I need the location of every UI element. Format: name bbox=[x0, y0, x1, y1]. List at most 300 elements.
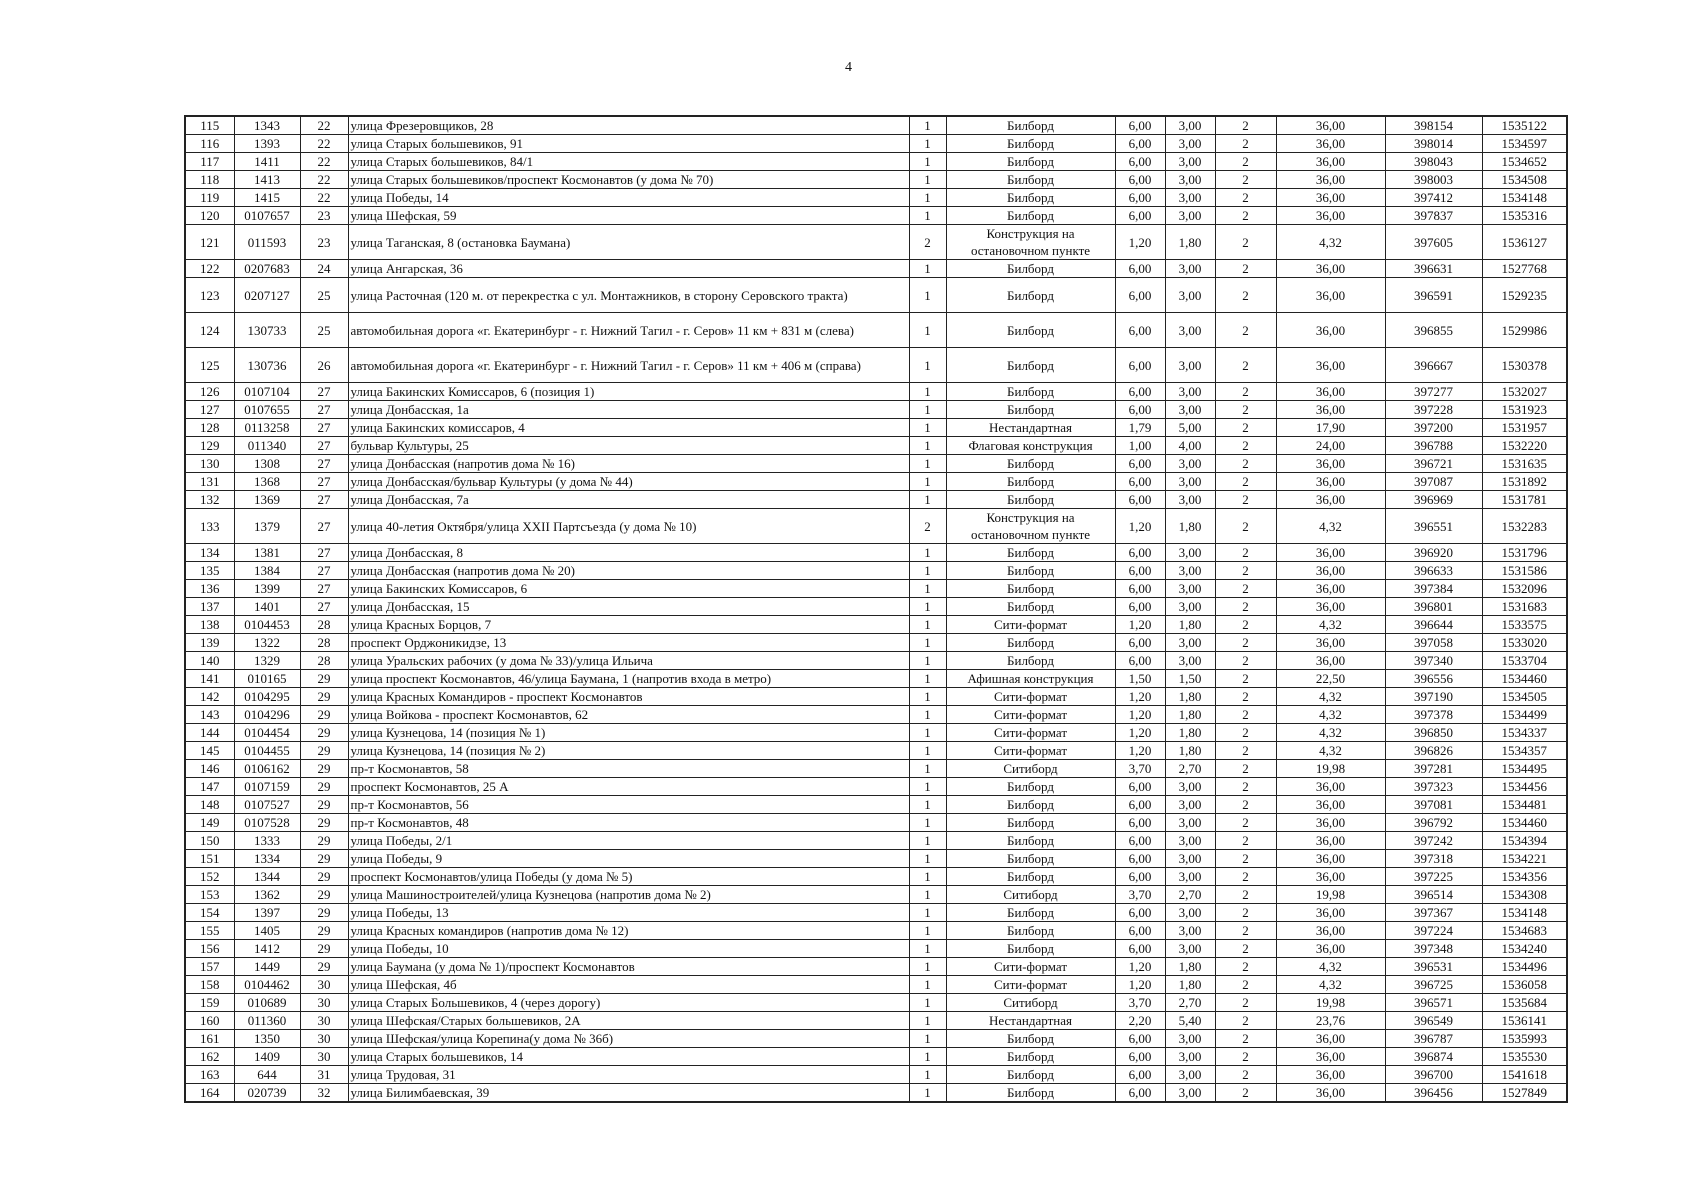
zone-number-cell: 27 bbox=[300, 509, 348, 544]
sides-count-cell: 1 bbox=[909, 544, 946, 562]
height-cell: 3,00 bbox=[1165, 868, 1215, 886]
coord-x-cell: 397318 bbox=[1385, 850, 1482, 868]
sides-count-cell: 1 bbox=[909, 473, 946, 491]
faces-count-cell: 2 bbox=[1215, 796, 1276, 814]
width-cell: 1,20 bbox=[1115, 616, 1165, 634]
coord-x-cell: 397281 bbox=[1385, 760, 1482, 778]
address-cell: улица Старых большевиков, 84/1 bbox=[348, 153, 909, 171]
width-cell: 6,00 bbox=[1115, 1030, 1165, 1048]
height-cell: 4,00 bbox=[1165, 437, 1215, 455]
sides-count-cell: 2 bbox=[909, 225, 946, 260]
width-cell: 6,00 bbox=[1115, 189, 1165, 207]
address-cell: улица Бакинских Комиссаров, 6 (позиция 1) bbox=[348, 383, 909, 401]
address-cell: улица Донбасская, 8 bbox=[348, 544, 909, 562]
width-cell: 6,00 bbox=[1115, 832, 1165, 850]
height-cell: 3,00 bbox=[1165, 652, 1215, 670]
row-number-cell: 121 bbox=[185, 225, 234, 260]
coord-y-cell: 1531635 bbox=[1482, 455, 1567, 473]
structure-type-cell: Ситиборд bbox=[946, 886, 1115, 904]
coord-x-cell: 396792 bbox=[1385, 814, 1482, 832]
row-number-cell: 128 bbox=[185, 419, 234, 437]
coord-x-cell: 396826 bbox=[1385, 742, 1482, 760]
sides-count-cell: 1 bbox=[909, 724, 946, 742]
area-cell: 36,00 bbox=[1276, 940, 1385, 958]
area-cell: 36,00 bbox=[1276, 778, 1385, 796]
width-cell: 6,00 bbox=[1115, 401, 1165, 419]
faces-count-cell: 2 bbox=[1215, 1030, 1276, 1048]
zone-number-cell: 29 bbox=[300, 706, 348, 724]
height-cell: 3,00 bbox=[1165, 598, 1215, 616]
table-row bbox=[185, 189, 1567, 207]
sides-count-cell: 1 bbox=[909, 1048, 946, 1066]
faces-count-cell: 2 bbox=[1215, 313, 1276, 348]
area-cell: 4,32 bbox=[1276, 225, 1385, 260]
area-cell: 36,00 bbox=[1276, 904, 1385, 922]
sides-count-cell: 1 bbox=[909, 850, 946, 868]
table-row bbox=[185, 135, 1567, 153]
structure-type-cell: Билборд bbox=[946, 868, 1115, 886]
coord-x-cell: 396850 bbox=[1385, 724, 1482, 742]
structure-type-cell: Билборд bbox=[946, 189, 1115, 207]
height-cell: 1,80 bbox=[1165, 742, 1215, 760]
height-cell: 1,80 bbox=[1165, 616, 1215, 634]
coord-y-cell: 1531683 bbox=[1482, 598, 1567, 616]
height-cell: 3,00 bbox=[1165, 832, 1215, 850]
sides-count-cell: 1 bbox=[909, 904, 946, 922]
structure-type-cell: Билборд bbox=[946, 1084, 1115, 1103]
width-cell: 1,20 bbox=[1115, 509, 1165, 544]
zone-number-cell: 29 bbox=[300, 814, 348, 832]
structure-id-cell: 1409 bbox=[234, 1048, 300, 1066]
area-cell: 36,00 bbox=[1276, 401, 1385, 419]
height-cell: 3,00 bbox=[1165, 1030, 1215, 1048]
structure-id-cell: 0104296 bbox=[234, 706, 300, 724]
height-cell: 2,70 bbox=[1165, 760, 1215, 778]
coord-x-cell: 397224 bbox=[1385, 922, 1482, 940]
structure-type-cell: Билборд bbox=[946, 652, 1115, 670]
structure-type-cell: Билборд bbox=[946, 207, 1115, 225]
structure-type-cell: Билборд bbox=[946, 580, 1115, 598]
sides-count-cell: 1 bbox=[909, 383, 946, 401]
height-cell: 3,00 bbox=[1165, 153, 1215, 171]
area-cell: 4,32 bbox=[1276, 742, 1385, 760]
coord-y-cell: 1534499 bbox=[1482, 706, 1567, 724]
structure-type-cell: Билборд bbox=[946, 1048, 1115, 1066]
height-cell: 3,00 bbox=[1165, 634, 1215, 652]
structure-id-cell: 0113258 bbox=[234, 419, 300, 437]
structure-id-cell: 0207683 bbox=[234, 260, 300, 278]
coord-y-cell: 1531781 bbox=[1482, 491, 1567, 509]
row-number-cell: 153 bbox=[185, 886, 234, 904]
structure-type-cell: Билборд bbox=[946, 491, 1115, 509]
width-cell: 1,20 bbox=[1115, 688, 1165, 706]
width-cell: 6,00 bbox=[1115, 940, 1165, 958]
area-cell: 36,00 bbox=[1276, 473, 1385, 491]
width-cell: 1,20 bbox=[1115, 742, 1165, 760]
area-cell: 36,00 bbox=[1276, 652, 1385, 670]
row-number-cell: 122 bbox=[185, 260, 234, 278]
faces-count-cell: 2 bbox=[1215, 850, 1276, 868]
zone-number-cell: 23 bbox=[300, 207, 348, 225]
zone-number-cell: 29 bbox=[300, 868, 348, 886]
row-number-cell: 143 bbox=[185, 706, 234, 724]
structure-id-cell: 0107104 bbox=[234, 383, 300, 401]
table-row bbox=[185, 473, 1567, 491]
zone-number-cell: 28 bbox=[300, 634, 348, 652]
address-cell: улица Красных Борцов, 7 bbox=[348, 616, 909, 634]
width-cell: 3,70 bbox=[1115, 760, 1165, 778]
row-number-cell: 164 bbox=[185, 1084, 234, 1103]
sides-count-cell: 1 bbox=[909, 598, 946, 616]
height-cell: 3,00 bbox=[1165, 116, 1215, 135]
zone-number-cell: 29 bbox=[300, 832, 348, 850]
coord-y-cell: 1532283 bbox=[1482, 509, 1567, 544]
address-cell: улица Шефская, 4б bbox=[348, 976, 909, 994]
faces-count-cell: 2 bbox=[1215, 598, 1276, 616]
table-row bbox=[185, 850, 1567, 868]
row-number-cell: 130 bbox=[185, 455, 234, 473]
coord-x-cell: 397340 bbox=[1385, 652, 1482, 670]
structure-id-cell: 1343 bbox=[234, 116, 300, 135]
table-body bbox=[185, 116, 1567, 1102]
height-cell: 3,00 bbox=[1165, 850, 1215, 868]
coord-x-cell: 396514 bbox=[1385, 886, 1482, 904]
height-cell: 3,00 bbox=[1165, 1084, 1215, 1103]
structure-type-cell: Билборд bbox=[946, 778, 1115, 796]
area-cell: 19,98 bbox=[1276, 886, 1385, 904]
faces-count-cell: 2 bbox=[1215, 419, 1276, 437]
coord-x-cell: 396721 bbox=[1385, 455, 1482, 473]
table-row bbox=[185, 455, 1567, 473]
structure-id-cell: 0107655 bbox=[234, 401, 300, 419]
faces-count-cell: 2 bbox=[1215, 562, 1276, 580]
address-cell: улица Старых большевиков, 91 bbox=[348, 135, 909, 153]
faces-count-cell: 2 bbox=[1215, 670, 1276, 688]
height-cell: 3,00 bbox=[1165, 580, 1215, 598]
row-number-cell: 147 bbox=[185, 778, 234, 796]
coord-x-cell: 397837 bbox=[1385, 207, 1482, 225]
coord-x-cell: 398003 bbox=[1385, 171, 1482, 189]
area-cell: 36,00 bbox=[1276, 796, 1385, 814]
table-row bbox=[185, 688, 1567, 706]
faces-count-cell: 2 bbox=[1215, 153, 1276, 171]
address-cell: улица Победы, 2/1 bbox=[348, 832, 909, 850]
width-cell: 2,20 bbox=[1115, 1012, 1165, 1030]
width-cell: 6,00 bbox=[1115, 796, 1165, 814]
coord-y-cell: 1531586 bbox=[1482, 562, 1567, 580]
width-cell: 6,00 bbox=[1115, 348, 1165, 383]
structure-type-cell: Сити-формат bbox=[946, 724, 1115, 742]
zone-number-cell: 24 bbox=[300, 260, 348, 278]
structure-id-cell: 1397 bbox=[234, 904, 300, 922]
address-cell: улица Уральских рабочих (у дома № 33)/улица Ильича bbox=[348, 652, 909, 670]
faces-count-cell: 2 bbox=[1215, 437, 1276, 455]
sides-count-cell: 1 bbox=[909, 616, 946, 634]
structure-type-cell: Билборд bbox=[946, 153, 1115, 171]
structure-type-cell: Билборд bbox=[946, 348, 1115, 383]
area-cell: 36,00 bbox=[1276, 850, 1385, 868]
coord-x-cell: 397384 bbox=[1385, 580, 1482, 598]
area-cell: 4,32 bbox=[1276, 706, 1385, 724]
zone-number-cell: 27 bbox=[300, 580, 348, 598]
structure-id-cell: 1322 bbox=[234, 634, 300, 652]
row-number-cell: 145 bbox=[185, 742, 234, 760]
area-cell: 36,00 bbox=[1276, 278, 1385, 313]
sides-count-cell: 1 bbox=[909, 278, 946, 313]
structure-type-cell: Флаговая конструкция bbox=[946, 437, 1115, 455]
structure-type-cell: Билборд bbox=[946, 796, 1115, 814]
area-cell: 4,32 bbox=[1276, 688, 1385, 706]
sides-count-cell: 1 bbox=[909, 940, 946, 958]
faces-count-cell: 2 bbox=[1215, 994, 1276, 1012]
area-cell: 36,00 bbox=[1276, 814, 1385, 832]
area-cell: 36,00 bbox=[1276, 832, 1385, 850]
table-row bbox=[185, 437, 1567, 455]
sides-count-cell: 1 bbox=[909, 868, 946, 886]
faces-count-cell: 2 bbox=[1215, 904, 1276, 922]
coord-y-cell: 1534496 bbox=[1482, 958, 1567, 976]
sides-count-cell: 1 bbox=[909, 976, 946, 994]
address-cell: автомобильная дорога «г. Екатеринбург - г. Нижний Тагил - г. Серов» 11 км + 406 м (справа) bbox=[348, 348, 909, 383]
height-cell: 3,00 bbox=[1165, 778, 1215, 796]
area-cell: 36,00 bbox=[1276, 116, 1385, 135]
table-row bbox=[185, 562, 1567, 580]
faces-count-cell: 2 bbox=[1215, 1012, 1276, 1030]
zone-number-cell: 29 bbox=[300, 850, 348, 868]
area-cell: 36,00 bbox=[1276, 598, 1385, 616]
address-cell: улица Таганская, 8 (остановка Баумана) bbox=[348, 225, 909, 260]
row-number-cell: 118 bbox=[185, 171, 234, 189]
address-cell: улица Победы, 13 bbox=[348, 904, 909, 922]
height-cell: 5,40 bbox=[1165, 1012, 1215, 1030]
row-number-cell: 152 bbox=[185, 868, 234, 886]
structure-type-cell: Сити-формат bbox=[946, 742, 1115, 760]
structure-id-cell: 130733 bbox=[234, 313, 300, 348]
structure-id-cell: 1334 bbox=[234, 850, 300, 868]
zone-number-cell: 27 bbox=[300, 401, 348, 419]
height-cell: 3,00 bbox=[1165, 473, 1215, 491]
sides-count-cell: 1 bbox=[909, 562, 946, 580]
zone-number-cell: 29 bbox=[300, 760, 348, 778]
height-cell: 3,00 bbox=[1165, 189, 1215, 207]
structure-id-cell: 644 bbox=[234, 1066, 300, 1084]
address-cell: бульвар Культуры, 25 bbox=[348, 437, 909, 455]
coord-y-cell: 1534357 bbox=[1482, 742, 1567, 760]
coord-x-cell: 397277 bbox=[1385, 383, 1482, 401]
height-cell: 2,70 bbox=[1165, 994, 1215, 1012]
faces-count-cell: 2 bbox=[1215, 207, 1276, 225]
structure-type-cell: Билборд bbox=[946, 171, 1115, 189]
width-cell: 6,00 bbox=[1115, 260, 1165, 278]
sides-count-cell: 1 bbox=[909, 135, 946, 153]
table-row bbox=[185, 348, 1567, 383]
structure-type-cell: Билборд bbox=[946, 401, 1115, 419]
structure-type-cell: Ситиборд bbox=[946, 994, 1115, 1012]
address-cell: улица Войкова - проспект Космонавтов, 62 bbox=[348, 706, 909, 724]
zone-number-cell: 30 bbox=[300, 1048, 348, 1066]
width-cell: 1,20 bbox=[1115, 225, 1165, 260]
structure-id-cell: 0107528 bbox=[234, 814, 300, 832]
height-cell: 3,00 bbox=[1165, 562, 1215, 580]
row-number-cell: 159 bbox=[185, 994, 234, 1012]
zone-number-cell: 29 bbox=[300, 724, 348, 742]
structure-id-cell: 1401 bbox=[234, 598, 300, 616]
structure-type-cell: Ситиборд bbox=[946, 760, 1115, 778]
row-number-cell: 150 bbox=[185, 832, 234, 850]
coord-x-cell: 397605 bbox=[1385, 225, 1482, 260]
zone-number-cell: 29 bbox=[300, 958, 348, 976]
coord-y-cell: 1533704 bbox=[1482, 652, 1567, 670]
height-cell: 3,00 bbox=[1165, 313, 1215, 348]
zone-number-cell: 27 bbox=[300, 383, 348, 401]
zone-number-cell: 27 bbox=[300, 544, 348, 562]
row-number-cell: 141 bbox=[185, 670, 234, 688]
area-cell: 36,00 bbox=[1276, 868, 1385, 886]
table-row bbox=[185, 742, 1567, 760]
table-row bbox=[185, 383, 1567, 401]
height-cell: 3,00 bbox=[1165, 940, 1215, 958]
zone-number-cell: 28 bbox=[300, 616, 348, 634]
structure-id-cell: 1333 bbox=[234, 832, 300, 850]
zone-number-cell: 22 bbox=[300, 116, 348, 135]
sides-count-cell: 1 bbox=[909, 455, 946, 473]
coord-y-cell: 1534508 bbox=[1482, 171, 1567, 189]
sides-count-cell: 1 bbox=[909, 491, 946, 509]
coord-y-cell: 1531892 bbox=[1482, 473, 1567, 491]
coord-x-cell: 398014 bbox=[1385, 135, 1482, 153]
height-cell: 3,00 bbox=[1165, 383, 1215, 401]
coord-y-cell: 1527768 bbox=[1482, 260, 1567, 278]
zone-number-cell: 27 bbox=[300, 598, 348, 616]
structure-type-cell: Сити-формат bbox=[946, 616, 1115, 634]
sides-count-cell: 1 bbox=[909, 994, 946, 1012]
address-cell: улица Шефская, 59 bbox=[348, 207, 909, 225]
zone-number-cell: 27 bbox=[300, 491, 348, 509]
address-cell: улица Красных командиров (напротив дома № 12) bbox=[348, 922, 909, 940]
address-cell: улица Кузнецова, 14 (позиция № 2) bbox=[348, 742, 909, 760]
coord-y-cell: 1529986 bbox=[1482, 313, 1567, 348]
coord-x-cell: 397225 bbox=[1385, 868, 1482, 886]
structure-id-cell: 1415 bbox=[234, 189, 300, 207]
structure-id-cell: 0107657 bbox=[234, 207, 300, 225]
faces-count-cell: 2 bbox=[1215, 135, 1276, 153]
height-cell: 1,80 bbox=[1165, 958, 1215, 976]
zone-number-cell: 29 bbox=[300, 778, 348, 796]
address-cell: пр-т Космонавтов, 58 bbox=[348, 760, 909, 778]
table-row bbox=[185, 796, 1567, 814]
structure-id-cell: 0104462 bbox=[234, 976, 300, 994]
height-cell: 3,00 bbox=[1165, 348, 1215, 383]
sides-count-cell: 1 bbox=[909, 116, 946, 135]
sides-count-cell: 1 bbox=[909, 958, 946, 976]
zone-number-cell: 22 bbox=[300, 171, 348, 189]
faces-count-cell: 2 bbox=[1215, 742, 1276, 760]
structure-type-cell: Конструкция на остановочном пункте bbox=[946, 225, 1115, 260]
width-cell: 6,00 bbox=[1115, 562, 1165, 580]
height-cell: 3,00 bbox=[1165, 491, 1215, 509]
structure-id-cell: 0104454 bbox=[234, 724, 300, 742]
coord-y-cell: 1534460 bbox=[1482, 814, 1567, 832]
structure-id-cell: 1412 bbox=[234, 940, 300, 958]
coord-y-cell: 1541618 bbox=[1482, 1066, 1567, 1084]
row-number-cell: 156 bbox=[185, 940, 234, 958]
sides-count-cell: 1 bbox=[909, 832, 946, 850]
faces-count-cell: 2 bbox=[1215, 814, 1276, 832]
width-cell: 6,00 bbox=[1115, 814, 1165, 832]
faces-count-cell: 2 bbox=[1215, 976, 1276, 994]
structure-type-cell: Билборд bbox=[946, 135, 1115, 153]
area-cell: 19,98 bbox=[1276, 994, 1385, 1012]
zone-number-cell: 26 bbox=[300, 348, 348, 383]
faces-count-cell: 2 bbox=[1215, 886, 1276, 904]
structure-id-cell: 1411 bbox=[234, 153, 300, 171]
height-cell: 3,00 bbox=[1165, 904, 1215, 922]
table-row bbox=[185, 760, 1567, 778]
table-row bbox=[185, 509, 1567, 544]
zone-number-cell: 30 bbox=[300, 1030, 348, 1048]
address-cell: улица Донбасская, 1а bbox=[348, 401, 909, 419]
faces-count-cell: 2 bbox=[1215, 940, 1276, 958]
sides-count-cell: 1 bbox=[909, 348, 946, 383]
structure-id-cell: 1362 bbox=[234, 886, 300, 904]
zone-number-cell: 29 bbox=[300, 886, 348, 904]
address-cell: улица Старых Большевиков, 4 (через дорогу) bbox=[348, 994, 909, 1012]
row-number-cell: 139 bbox=[185, 634, 234, 652]
structure-id-cell: 1379 bbox=[234, 509, 300, 544]
sides-count-cell: 1 bbox=[909, 778, 946, 796]
table-row bbox=[185, 207, 1567, 225]
coord-x-cell: 397367 bbox=[1385, 904, 1482, 922]
coord-y-cell: 1534683 bbox=[1482, 922, 1567, 940]
structure-type-cell: Билборд bbox=[946, 1030, 1115, 1048]
sides-count-cell: 1 bbox=[909, 922, 946, 940]
coord-y-cell: 1534394 bbox=[1482, 832, 1567, 850]
width-cell: 6,00 bbox=[1115, 116, 1165, 135]
row-number-cell: 131 bbox=[185, 473, 234, 491]
structure-id-cell: 0207127 bbox=[234, 278, 300, 313]
zone-number-cell: 29 bbox=[300, 796, 348, 814]
structure-type-cell: Нестандартная bbox=[946, 1012, 1115, 1030]
coord-x-cell: 396633 bbox=[1385, 562, 1482, 580]
coord-x-cell: 396787 bbox=[1385, 1030, 1482, 1048]
width-cell: 3,70 bbox=[1115, 994, 1165, 1012]
address-cell: пр-т Космонавтов, 56 bbox=[348, 796, 909, 814]
row-number-cell: 142 bbox=[185, 688, 234, 706]
structure-type-cell: Билборд bbox=[946, 455, 1115, 473]
area-cell: 36,00 bbox=[1276, 260, 1385, 278]
coord-x-cell: 396700 bbox=[1385, 1066, 1482, 1084]
faces-count-cell: 2 bbox=[1215, 348, 1276, 383]
row-number-cell: 120 bbox=[185, 207, 234, 225]
address-cell: пр-т Космонавтов, 48 bbox=[348, 814, 909, 832]
sides-count-cell: 1 bbox=[909, 1084, 946, 1103]
table-row bbox=[185, 260, 1567, 278]
structure-id-cell: 0104295 bbox=[234, 688, 300, 706]
area-cell: 22,50 bbox=[1276, 670, 1385, 688]
sides-count-cell: 1 bbox=[909, 419, 946, 437]
coord-y-cell: 1534337 bbox=[1482, 724, 1567, 742]
coord-y-cell: 1532027 bbox=[1482, 383, 1567, 401]
coord-y-cell: 1534456 bbox=[1482, 778, 1567, 796]
zone-number-cell: 22 bbox=[300, 153, 348, 171]
table-row bbox=[185, 116, 1567, 135]
zone-number-cell: 29 bbox=[300, 742, 348, 760]
table-row bbox=[185, 225, 1567, 260]
sides-count-cell: 1 bbox=[909, 706, 946, 724]
structure-type-cell: Конструкция на остановочном пункте bbox=[946, 509, 1115, 544]
structure-type-cell: Сити-формат bbox=[946, 958, 1115, 976]
coord-y-cell: 1534652 bbox=[1482, 153, 1567, 171]
